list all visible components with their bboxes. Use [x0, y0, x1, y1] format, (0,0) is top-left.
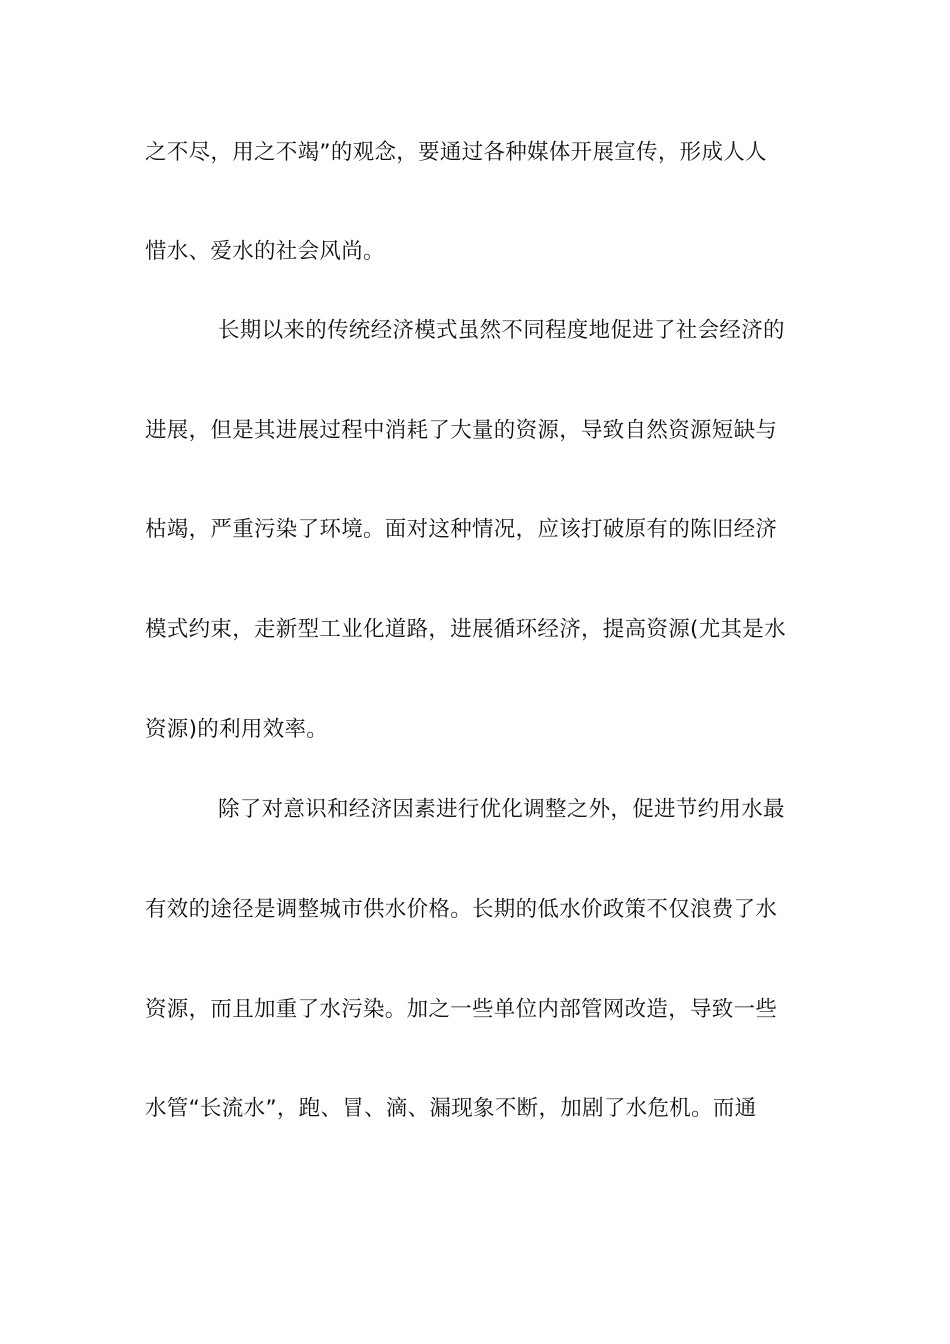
- paragraph-line: 惜水、爱水的社会风尚。: [145, 239, 385, 264]
- paragraph-line-indented: 除了对意识和经济因素进行优化调整之外，促进节约用水最: [218, 797, 785, 822]
- paragraph-line: 资源)的利用效率。: [145, 717, 329, 742]
- paragraph-line: 枯竭，严重污染了环境。面对这种情况，应该打破原有的陈旧经济: [145, 517, 778, 542]
- paragraph-line: 模式约束，走新型工业化道路，进展循环经济，提高资源(尤其是水: [145, 617, 786, 642]
- paragraph-line: 之不尽，用之不竭”的观念，要通过各种媒体开展宣传，形成人人: [145, 140, 767, 165]
- paragraph-line: 进展，但是其进展过程中消耗了大量的资源，导致自然资源短缺与: [145, 418, 778, 443]
- paragraph-line: 水管“长流水”，跑、冒、滴、漏现象不断，加剧了水危机。而通: [145, 1096, 757, 1121]
- paragraph-line: 资源，而且加重了水污染。加之一些单位内部管网改造，导致一些: [145, 997, 778, 1022]
- paragraph-line-indented: 长期以来的传统经济模式虽然不同程度地促进了社会经济的: [218, 318, 785, 343]
- paragraph-line: 有效的途径是调整城市供水价格。长期的低水价政策不仅浪费了水: [145, 897, 778, 922]
